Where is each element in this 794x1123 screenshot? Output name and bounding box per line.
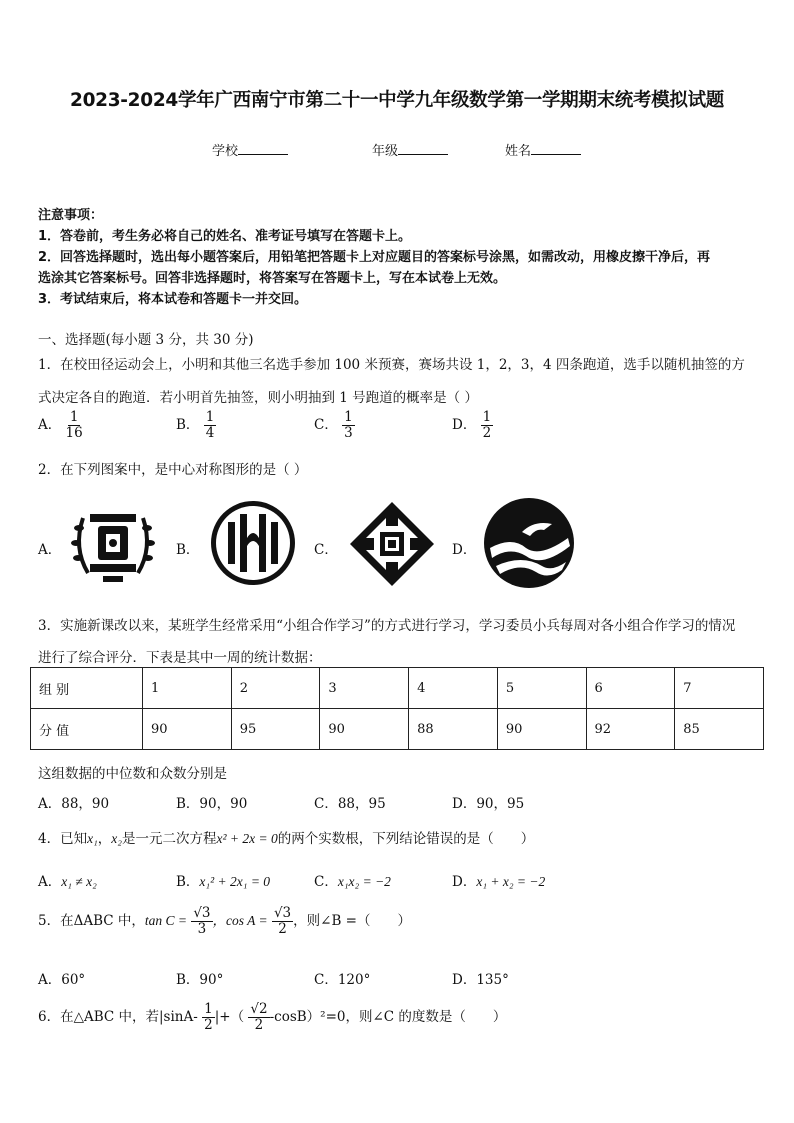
fraction: $\frac{√3}{2}$ — [273, 905, 292, 937]
q1-stem-line1: 1．在校田径运动会上，小明和其他三名选手参加 100 米预赛，赛场共设 1，2，3，4 四条跑道，选手以随机抽签的方 — [38, 357, 745, 373]
grade-label: 年级 — [372, 144, 399, 159]
pattern-a-image — [68, 498, 158, 592]
name-blank[interactable] — [531, 142, 581, 155]
q1-option-a[interactable] — [38, 410, 83, 441]
table-cell: 85 — [675, 709, 764, 750]
q3-option-d[interactable]: D．90，95 — [452, 796, 525, 812]
page-title: 2023-2024学年广西南宁市第二十一中学九年级数学第一学期期末统考模拟试题 — [70, 90, 724, 111]
q1-option-b[interactable] — [176, 410, 216, 441]
table-header-cell: 组 别 — [31, 668, 143, 709]
table-cell: 90 — [497, 709, 586, 750]
q6-stem: 6．在△ABC 中，若|sinA- $\frac{1}{2}$ |+（ $\frac{√2}{2}$ -cosB）²=0，则∠C 的度数是（ ） — [38, 1001, 507, 1033]
q4-option-b[interactable]: B．x₁² + 2x₁ = 0 — [176, 874, 271, 890]
q5-option-c[interactable]: C．120° — [314, 972, 371, 988]
table-cell: 5 — [497, 668, 586, 709]
table-cell: 95 — [231, 709, 320, 750]
option-label: B． — [176, 416, 200, 433]
q2-label-a[interactable]: A． — [38, 542, 62, 558]
q3-option-c[interactable]: C．88，95 — [314, 796, 386, 812]
table-cell: 88 — [409, 709, 498, 750]
pattern-b-image — [208, 498, 298, 592]
table-cell: 7 — [675, 668, 764, 709]
table-cell: 6 — [586, 668, 675, 709]
notice-item-2: 2．回答选择题时，选出每小题答案后，用铅笔把答题卡上对应题目的答案标号涂黑，如需改动，用橡皮擦干净后，再 — [38, 250, 711, 265]
grade-field[interactable] — [372, 140, 448, 159]
q2-label-c[interactable]: C． — [314, 542, 338, 558]
notice-item-2-cont: 选涂其它答案标号。回答非选择题时，将答案写在答题卡上，写在本试卷上无效。 — [38, 271, 507, 286]
fraction: $\frac{√3}{3}$ — [193, 905, 211, 937]
score-table — [30, 667, 764, 750]
school-blank[interactable] — [238, 142, 288, 155]
grade-blank[interactable] — [398, 142, 448, 155]
table-cell: 2 — [231, 668, 320, 709]
q4-stem: 4．已知x₁，x₂是一元二次方程x² + 2x = 0的两个实数根，下列结论错误的是（ ） — [38, 831, 535, 847]
pattern-c-image — [346, 498, 438, 594]
notice-heading: 注意事项： — [38, 208, 104, 223]
q2-stem: 2．在下列图案中，是中心对称图形的是（ ） — [38, 462, 308, 478]
q1-option-d[interactable] — [452, 410, 493, 441]
table-cell: 92 — [586, 709, 675, 750]
school-field[interactable] — [212, 140, 288, 159]
q3-stem-line1: 3．实施新课改以来，某班学生经常采用“小组合作学习”的方式进行学习，学习委员小兵每周对各小组合作学习的情况 — [38, 618, 736, 634]
name-field[interactable] — [505, 140, 581, 159]
q1-stem-line2: 式决定各自的跑道．若小明首先抽签，则小明抽到 1 号跑道的概率是（ ） — [38, 390, 478, 406]
q3-question: 这组数据的中位数和众数分别是 — [38, 766, 227, 782]
q1-option-c[interactable] — [314, 410, 355, 441]
name-label: 姓名 — [505, 144, 532, 159]
q5-option-d[interactable]: D．135° — [452, 972, 509, 988]
table-row — [31, 709, 764, 750]
section-heading: 一、选择题(每小题 3 分，共 30 分) — [38, 332, 254, 348]
table-cell: 4 — [409, 668, 498, 709]
table-cell: 1 — [143, 668, 232, 709]
table-header-cell: 分 值 — [31, 709, 143, 750]
fraction: $\frac{√2}{2}$ — [250, 1001, 268, 1033]
q4-option-d[interactable]: D．x₁ + x₂ = −2 — [452, 874, 546, 890]
school-label: 学校 — [212, 144, 239, 159]
q3-option-b[interactable]: B．90，90 — [176, 796, 248, 812]
q5-option-a[interactable]: A．60° — [38, 972, 86, 988]
q4-option-c[interactable]: C．x₁x₂ = −2 — [314, 874, 391, 890]
table-row — [31, 668, 764, 709]
fraction: $\frac{1}{2}$ — [482, 409, 492, 441]
q5-option-b[interactable]: B．90° — [176, 972, 224, 988]
q2-label-b[interactable]: B． — [176, 542, 200, 558]
notice-item-3: 3．考试结束后，将本试卷和答题卡一并交回。 — [38, 292, 308, 307]
q3-stem-line2: 进行了综合评分．下表是其中一周的统计数据： — [38, 650, 322, 666]
fraction: $\frac{1}{3}$ — [344, 409, 353, 441]
q3-option-a[interactable]: A．88，90 — [38, 796, 110, 812]
table-cell: 90 — [143, 709, 232, 750]
notice-item-1: 1．答卷前，考生务必将自己的姓名、准考证号填写在答题卡上。 — [38, 229, 412, 244]
option-label: A． — [38, 416, 62, 433]
q2-label-d[interactable]: D． — [452, 542, 477, 558]
fraction: $\frac{1}{4}$ — [205, 409, 215, 441]
fraction: $\frac{1}{2}$ — [204, 1001, 213, 1033]
table-cell: 90 — [320, 709, 409, 750]
q5-stem: 5．在ΔABC 中，tan C = $\frac{√3}{3}$ ，cos A = $\frac{√3}{2}$ ，则∠B =（ ） — [38, 905, 411, 937]
q4-option-a[interactable]: A．x₁ ≠ x₂ — [38, 874, 97, 890]
option-label: D． — [452, 416, 477, 433]
option-label: C． — [314, 416, 338, 433]
table-cell: 3 — [320, 668, 409, 709]
pattern-d-image — [482, 496, 576, 594]
fraction: $\frac{1}{16}$ — [65, 409, 83, 441]
